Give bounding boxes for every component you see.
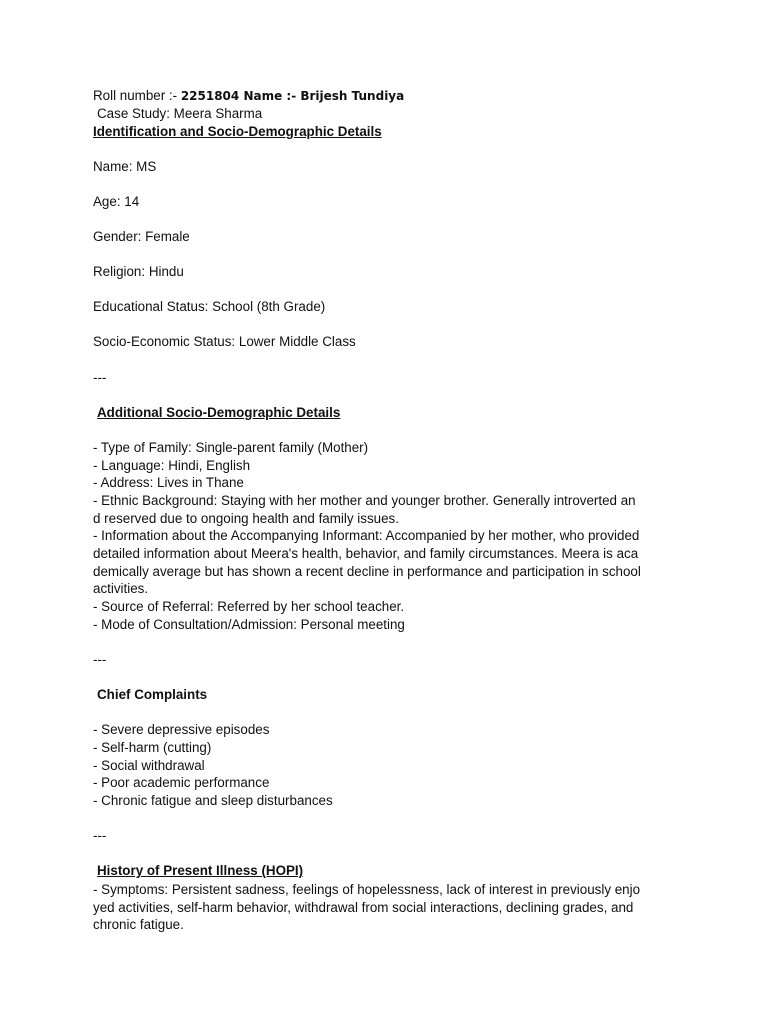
text-line: chronic fatigue. xyxy=(93,917,184,932)
separator-1: --- xyxy=(93,370,107,385)
text-line: - Ethnic Background: Staying with her mother and younger brother. Generally introverted an xyxy=(93,493,636,508)
text-line: - Source of Referral: Referred by her school teacher. xyxy=(93,599,405,614)
list-item: - Severe depressive episodes xyxy=(93,722,270,737)
list-item: - Chronic fatigue and sleep disturbances xyxy=(93,793,333,808)
field-religion: Religion: Hindu xyxy=(93,264,184,279)
field-gender: Gender: Female xyxy=(93,229,190,244)
text-line: detailed information about Meera's health, behavior, and family circumstances. Meera is aca xyxy=(93,546,639,561)
text-line: - Type of Family: Single-parent family (Mother) xyxy=(93,440,369,455)
list-item: - Social withdrawal xyxy=(93,758,205,773)
roll-number-label: Roll number :- xyxy=(93,88,181,103)
text-line: - Address: Lives in Thane xyxy=(93,475,244,490)
text-line: - Language: Hindi, English xyxy=(93,458,251,473)
text-line: - Mode of Consultation/Admission: Personal meeting xyxy=(93,617,405,632)
separator-2: --- xyxy=(93,652,107,667)
list-item: - Poor academic performance xyxy=(93,775,270,790)
text-line: - Information about the Accompanying Informant: Accompanied by her mother, who provided xyxy=(93,528,640,543)
roll-number-line xyxy=(93,87,404,105)
section-heading-identification: Identification and Socio-Demographic Details xyxy=(93,124,382,139)
separator-3: --- xyxy=(93,828,107,843)
field-name: Name: MS xyxy=(93,159,157,174)
text-line: d reserved due to ongoing health and family issues. xyxy=(93,511,399,526)
roll-number-and-name: 2251804 Name :- Brijesh Tundiya xyxy=(180,89,405,103)
field-age: Age: 14 xyxy=(93,194,140,209)
case-study-line: Case Study: Meera Sharma xyxy=(97,106,263,121)
text-line: demically average but has shown a recent decline in performance and participation in school xyxy=(93,564,641,579)
text-line: - Symptoms: Persistent sadness, feelings of hopelessness, lack of interest in previously enjo xyxy=(93,882,641,897)
section-heading-additional-details: Additional Socio-Demographic Details xyxy=(97,405,341,420)
text-line: activities. xyxy=(93,581,149,596)
text-line: yed activities, self-harm behavior, withdrawal from social interactions, declining grades, and xyxy=(93,900,634,915)
section-heading-chief-complaints: Chief Complaints xyxy=(97,687,208,702)
section-heading-hopi: History of Present Illness (HOPI) xyxy=(97,863,304,878)
field-socio-economic-status: Socio-Economic Status: Lower Middle Class xyxy=(93,334,356,349)
list-item: - Self-harm (cutting) xyxy=(93,740,212,755)
field-educational-status: Educational Status: School (8th Grade) xyxy=(93,299,326,314)
